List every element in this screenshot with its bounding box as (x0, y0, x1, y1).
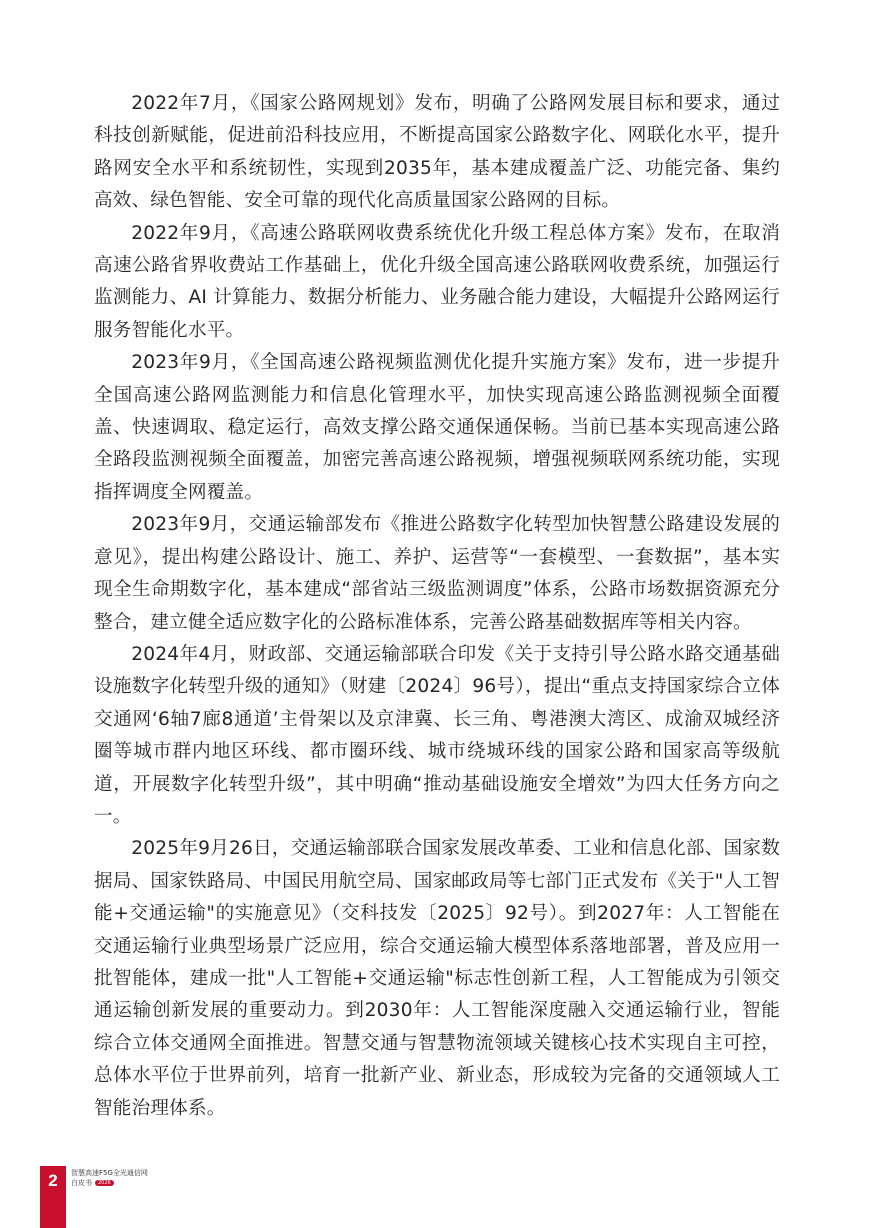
paragraph-2024-04-infrastructure-notice: 2024年4月，财政部、交通运输部联合印发《关于支持引导公路水路交通基础设施数字化转型升级的通知》（财建〔2024〕96号），提出“重点支持国家综合立体交通网‘6轴7廊8通道’主骨架以及京津冀、长三角、粤港澳大湾区、成渝双城经济圈等城市群内地区环线、都市圈环线、城市绕城环线的国家公路和国家高等级航道，开展数字化转型升级”，其中明确“推动基础设施安全增效”为四大任务方向之一。 (94, 643, 780, 827)
main-content (94, 88, 780, 1125)
footer-document-title (71, 1168, 148, 1188)
footer-page-bar (40, 1166, 66, 1228)
footer-title: 智慧高速F5G全光通信网 (71, 1169, 148, 1177)
footer-subtitle: 白皮书 (71, 1179, 92, 1187)
paragraph-2022-09-toll-system: 2022年9月，《高速公路联网收费系统优化升级工程总体方案》发布，在取消高速公路省界收费站工作基础上，优化升级全国高速公路联网收费系统，加强运行监测能力、AI 计算能力、数据分析能力、业务融合能力建设，大幅提升公路网运行服务智能化水平。 (94, 222, 780, 341)
footer-subtitle-row (71, 1178, 148, 1188)
paragraph-2023-09-video-monitoring: 2023年9月，《全国高速公路视频监测优化提升实施方案》发布，进一步提升全国高速公路网监测能力和信息化管理水平，加快实现高速公路监测视频全面覆盖、快速调取、稳定运行，高效支撑公路交通保通保畅。当前已基本实现高速公路全路段监测视频全面覆盖，加密完善高速公路视频，增强视频联网系统功能，实现指挥调度全网覆盖。 (94, 352, 780, 503)
footer-year-badge: 2026 (95, 1180, 114, 1186)
page-number: 2 (48, 1171, 58, 1190)
paragraph-2025-09-ai-transport: 2025年9月26日，交通运输部联合国家发展改革委、工业和信息化部、国家数据局、国家铁路局、中国民用航空局、国家邮政局等七部门正式发布《关于"人工智能+交通运输"的实施意见》（交科技发〔2025〕92号）。到2027年：人工智能在交通运输行业典型场景广泛应用，综合交通运输大模型体系落地部署，普及应用一批智能体，建成一批"人工智能+交通运输"标志性创新工程，人工智能成为引领交通运输创新发展的重要动力。到2030年：人工智能深度融入交通运输行业，智能综合立体交通网全面推进。智慧交通与智慧物流领域关键核心技术实现自主可控，总体水平位于世界前列，培育一批新产业、新业态，形成较为完备的交通领域人工智能治理体系。 (94, 838, 780, 1119)
paragraph-2023-09-digital-transformation: 2023年9月，交通运输部发布《推进公路数字化转型加快智慧公路建设发展的意见》，提出构建公路设计、施工、养护、运营等“一套模型、一套数据”，基本实现全生命期数字化，基本建成“部省站三级监测调度”体系，公路市场数据资源充分整合，建立健全适应数字化的公路标准体系，完善公路基础数据库等相关内容。 (94, 514, 780, 633)
paragraph-2022-07-highway-plan: 2022年7月，《国家公路网规划》发布，明确了公路网发展目标和要求，通过科技创新赋能，促进前沿科技应用，不断提高国家公路数字化、网联化水平，提升路网安全水平和系统韧性，实现到2035年，基本建成覆盖广泛、功能完备、集约高效、绿色智能、安全可靠的现代化高质量国家公路网的目标。 (94, 93, 780, 212)
